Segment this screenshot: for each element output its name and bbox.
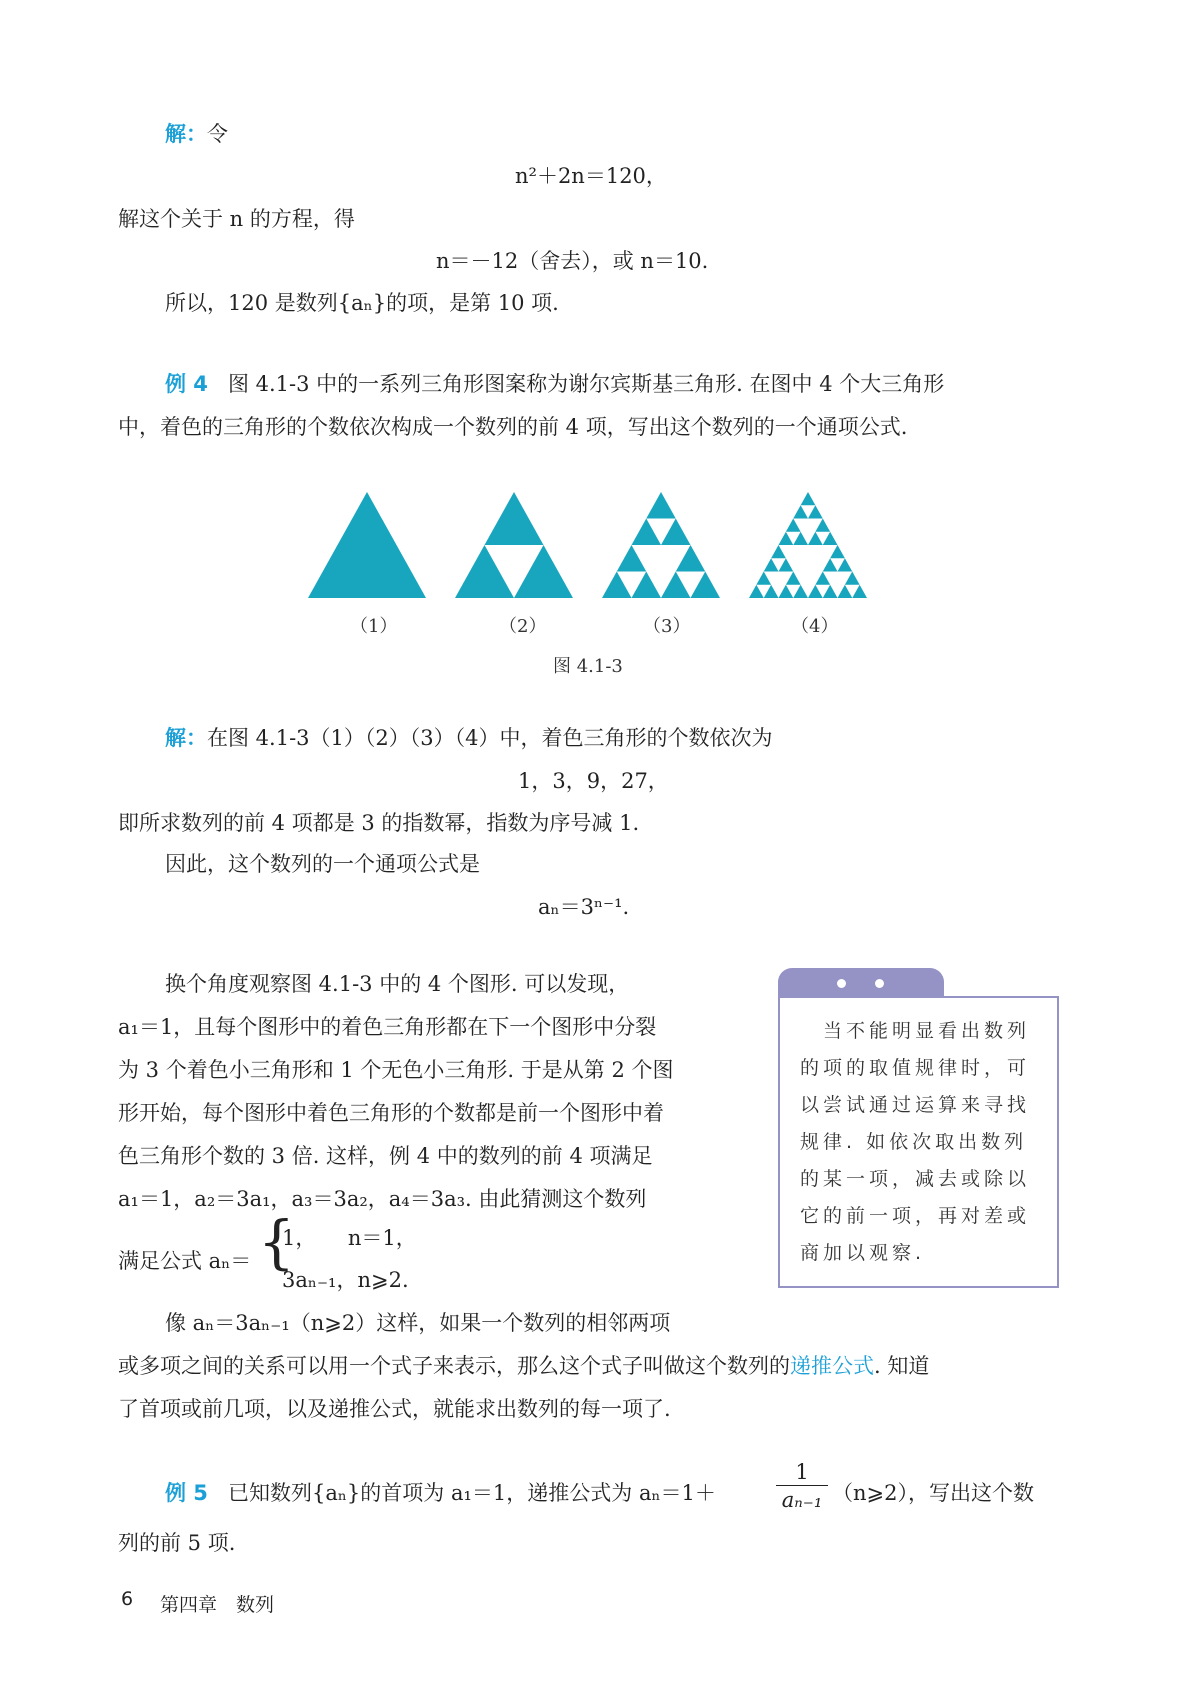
solution-label: 解：: [165, 726, 207, 750]
shaded-triangle: [602, 572, 632, 599]
discussion-line-7: 满足公式 aₙ＝: [118, 1249, 252, 1273]
fraction-numerator: 1: [795, 1460, 809, 1484]
solution-intro: 令: [207, 122, 228, 146]
shaded-triangle: [845, 572, 860, 585]
equation-2: n＝－12（舍去），或 n＝10.: [436, 249, 709, 273]
shaded-triangle: [830, 545, 845, 558]
example-4-line-2: 中，着色的三角形的个数依次构成一个数列的前 4 项，写出这个数列的一个通项公式.: [118, 415, 908, 439]
shaded-triangle: [838, 558, 853, 571]
shaded-triangle: [514, 545, 573, 598]
solution-1-heading: [165, 118, 228, 148]
figure-sub-label-1: （1）: [350, 616, 398, 637]
shaded-triangle: [815, 572, 830, 585]
shaded-triangle: [808, 532, 823, 545]
shaded-triangle: [779, 532, 794, 545]
page-number: 6: [121, 1588, 134, 1610]
shaded-triangle: [808, 505, 823, 518]
shaded-triangle: [793, 532, 808, 545]
sequence-values: 1，3，9，27，: [518, 769, 669, 793]
general-formula: aₙ＝3ⁿ⁻¹.: [538, 895, 630, 919]
shaded-triangle: [764, 585, 779, 598]
solution-1-line-2: 解这个关于 n 的方程，得: [118, 207, 355, 231]
piecewise-case-1: 1， n＝1，: [282, 1226, 417, 1250]
discussion-line-1: 换个角度观察图 4.1-3 中的 4 个图形. 可以发现，: [165, 972, 630, 996]
figure-sub-label-4: （4）: [791, 616, 839, 637]
shaded-triangle: [815, 519, 830, 532]
shaded-triangle: [801, 492, 816, 505]
figure-caption: 图 4.1-3: [553, 656, 623, 677]
shaded-triangle: [786, 519, 801, 532]
example-4-text-1: 图 4.1-3 中的一系列三角形图案称为谢尔宾斯基三角形. 在图中 4 个大三角形: [227, 372, 945, 396]
shaded-triangle: [838, 585, 853, 598]
sidenote-dot: [837, 979, 846, 988]
discussion-text-9a: 或多项之间的关系可以用一个式子来表示，那么这个式子叫做这个数列的: [118, 1354, 790, 1378]
solution-2-line-3: 即所求数列的前 4 项都是 3 的指数幂，指数为序号减 1.: [118, 811, 640, 835]
piecewise-case-2: 3aₙ₋₁，n⩾2.: [282, 1268, 409, 1292]
recursive-formula-term: 递推公式: [790, 1354, 874, 1378]
solution-2-text-1: 在图 4.1-3（1）（2）（3）（4）中，着色三角形的个数依次为: [207, 726, 773, 750]
solution-2-line-1: [165, 722, 772, 752]
shaded-triangle: [632, 572, 662, 599]
example-5-text-before: 已知数列{aₙ}的首项为 a₁＝1，递推公式为 aₙ＝1＋: [227, 1481, 716, 1505]
discussion-line-6: a₁＝1，a₂＝3a₁，a₃＝3a₂，a₄＝3a₃. 由此猜测这个数列: [118, 1187, 647, 1211]
sierpinski-figure: [300, 490, 880, 600]
shaded-triangle: [676, 545, 706, 572]
sidenote-tab: [778, 968, 944, 998]
discussion-line-9: [118, 1350, 929, 1380]
figure-sub-label-3: （3）: [643, 616, 691, 637]
solution-label: 解：: [165, 122, 207, 146]
example-5-line-1: [165, 1477, 716, 1507]
shaded-triangle: [756, 572, 771, 585]
discussion-line-8: 像 aₙ＝3aₙ₋₁（n⩾2）这样，如果一个数列的相邻两项: [165, 1311, 671, 1335]
example-5-label: 例 5: [165, 1481, 208, 1505]
example-4-label: 例 4: [165, 372, 208, 396]
shaded-triangle: [823, 585, 838, 598]
equation-1: n²＋2n＝120，: [515, 164, 667, 188]
shaded-triangle: [646, 492, 676, 519]
shaded-triangle: [779, 558, 794, 571]
solution-2-line-4: 因此，这个数列的一个通项公式是: [165, 852, 480, 876]
shaded-triangle: [852, 585, 867, 598]
discussion-line-4: 形开始，每个图形中着色三角形的个数都是前一个图形中着: [118, 1101, 664, 1125]
sidenote-text: 当不能明显看出数列的项的取值规律时，可以尝试通过运算来寻找规律. 如依次取出数列的某一项，减去或除以它的前一项，再对差或商加以观察.: [800, 1020, 1031, 1264]
shaded-triangle: [823, 532, 838, 545]
solution-1-conclusion: 所以，120 是数列{aₙ}的项，是第 10 项.: [165, 291, 559, 315]
discussion-text-9b: . 知道: [874, 1354, 930, 1378]
discussion-line-10: 了首项或前几项，以及递推公式，就能求出数列的每一项了.: [118, 1397, 671, 1421]
shaded-triangle: [308, 492, 426, 598]
shaded-triangle: [617, 545, 647, 572]
discussion-line-2: a₁＝1，且每个图形中的着色三角形都在下一个图形中分裂: [118, 1015, 657, 1039]
shaded-triangle: [808, 585, 823, 598]
shaded-triangle: [793, 505, 808, 518]
discussion-line-5: 色三角形个数的 3 倍. 这样，例 4 中的数列的前 4 项满足: [118, 1144, 653, 1168]
shaded-triangle: [793, 585, 808, 598]
shaded-triangle: [823, 558, 838, 571]
chapter-title: 第四章 数列: [160, 1594, 275, 1616]
shaded-triangle: [691, 572, 721, 599]
shaded-triangle: [661, 519, 691, 546]
fraction-denominator: aₙ₋₁: [781, 1488, 823, 1512]
example-5-line-2: 列的前 5 项.: [118, 1531, 236, 1555]
shaded-triangle: [661, 572, 691, 599]
piecewise-brace: {: [258, 1208, 295, 1276]
sidenote-dot: [875, 979, 884, 988]
shaded-triangle: [632, 519, 662, 546]
example-4-line-1: [165, 368, 944, 398]
shaded-triangle: [786, 572, 801, 585]
shaded-triangle: [749, 585, 764, 598]
shaded-triangle: [485, 492, 544, 545]
discussion-line-3: 为 3 个着色小三角形和 1 个无色小三角形. 于是从第 2 个图: [118, 1058, 674, 1082]
figure-sub-label-2: （2）: [499, 616, 547, 637]
shaded-triangle: [779, 585, 794, 598]
shaded-triangle: [771, 545, 786, 558]
shaded-triangle: [764, 558, 779, 571]
example-5-text-after: （n⩾2），写出这个数: [832, 1481, 1034, 1505]
shaded-triangle: [455, 545, 514, 598]
fraction: [776, 1459, 828, 1514]
